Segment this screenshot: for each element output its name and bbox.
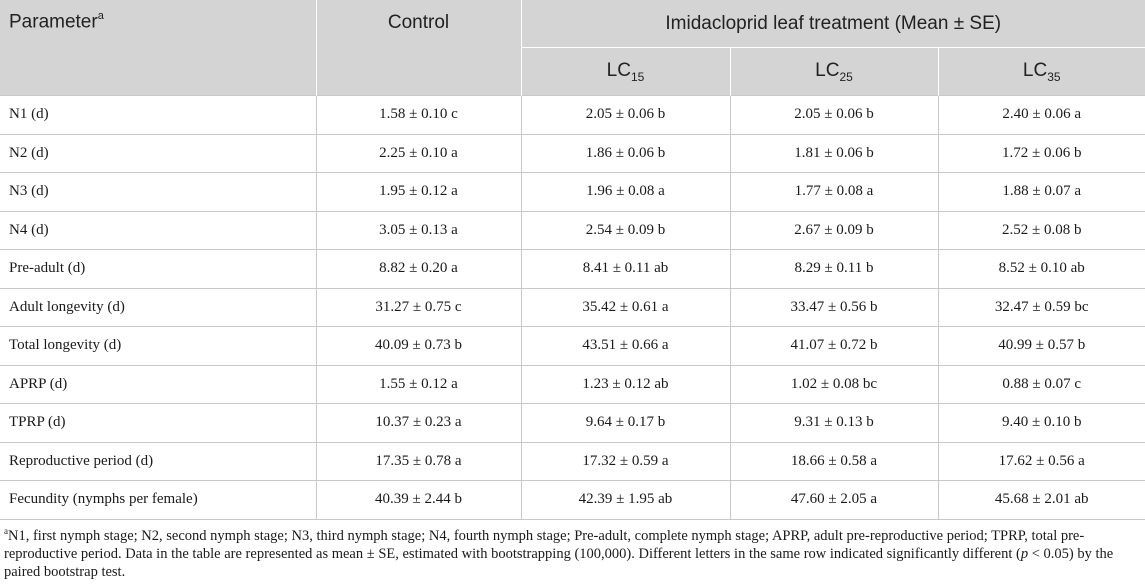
value-cell-lc25: 8.29 ± 0.11 b [730, 250, 938, 289]
value-cell-lc35: 40.99 ± 0.57 b [938, 327, 1145, 366]
header-treatment-group: Imidacloprid leaf treatment (Mean ± SE) [521, 0, 1145, 48]
header-lc15-sub: 15 [630, 69, 645, 84]
row-parameter-cell: Fecundity (nymphs per female) [0, 481, 316, 520]
table-row [0, 404, 1145, 443]
header-lc15-base: LC [606, 59, 631, 81]
value-cell-control: 1.55 ± 0.12 a [316, 365, 521, 404]
value-cell-lc35: 0.88 ± 0.07 c [938, 365, 1145, 404]
table-row [0, 211, 1145, 250]
header-control: Control [316, 0, 521, 96]
value-cell-lc15: 42.39 ± 1.95 ab [521, 481, 730, 520]
row-parameter-cell: Pre-adult (d) [0, 250, 316, 289]
row-parameter-cell: TPRP (d) [0, 404, 316, 443]
value-cell-control: 1.58 ± 0.10 c [316, 96, 521, 135]
table-row [0, 365, 1145, 404]
value-cell-lc25: 1.02 ± 0.08 bc [730, 365, 938, 404]
table-row [0, 481, 1145, 520]
row-parameter-cell: Reproductive period (d) [0, 442, 316, 481]
value-cell-lc25: 41.07 ± 0.72 b [730, 327, 938, 366]
header-parameter-label: Parameter [9, 11, 98, 33]
header-lc35 [938, 48, 1145, 96]
value-cell-control: 31.27 ± 0.75 c [316, 288, 521, 327]
value-cell-control: 1.95 ± 0.12 a [316, 173, 521, 212]
header-lc25 [730, 48, 938, 96]
table-row [0, 288, 1145, 327]
table-row [0, 134, 1145, 173]
value-cell-lc35: 8.52 ± 0.10 ab [938, 250, 1145, 289]
value-cell-control: 17.35 ± 0.78 a [316, 442, 521, 481]
row-parameter-cell: APRP (d) [0, 365, 316, 404]
value-cell-lc15: 2.54 ± 0.09 b [521, 211, 730, 250]
value-cell-lc35: 2.52 ± 0.08 b [938, 211, 1145, 250]
table-footnote [0, 520, 1145, 581]
row-parameter-cell: N4 (d) [0, 211, 316, 250]
value-cell-lc25: 1.81 ± 0.06 b [730, 134, 938, 173]
table-row [0, 442, 1145, 481]
row-parameter-cell: Adult longevity (d) [0, 288, 316, 327]
header-parameter-footnote-marker: a [97, 10, 104, 22]
value-cell-control: 40.09 ± 0.73 b [316, 327, 521, 366]
value-cell-lc35: 9.40 ± 0.10 b [938, 404, 1145, 443]
header-lc35-sub: 35 [1047, 69, 1061, 84]
value-cell-lc25: 1.77 ± 0.08 a [730, 173, 938, 212]
footnote-text-1: N1, first nymph stage; N2, second nymph stage; N3, third nymph stage; N4, fourth nymph stage; Pre-adult, complete nymph stage; APRP, adult pre-reproductive period; TPRP, total pre-reproductive period. Data in the table are represented as mean ± SE, estimated with bootstrapping (100,000). Different letters in the same row indicated significantly different ( [4, 527, 1085, 562]
footnote-text-2: < 0.05) by the paired bootstrap test. [4, 545, 1114, 580]
table-row [0, 250, 1145, 289]
value-cell-lc15: 8.41 ± 0.11 ab [521, 250, 730, 289]
table-row [0, 96, 1145, 135]
value-cell-lc15: 2.05 ± 0.06 b [521, 96, 730, 135]
value-cell-lc15: 9.64 ± 0.17 b [521, 404, 730, 443]
value-cell-lc35: 32.47 ± 0.59 bc [938, 288, 1145, 327]
footnote-p-symbol: p [1020, 545, 1029, 562]
value-cell-lc35: 1.72 ± 0.06 b [938, 134, 1145, 173]
table-row [0, 173, 1145, 212]
value-cell-lc35: 2.40 ± 0.06 a [938, 96, 1145, 135]
header-lc25-base: LC [815, 59, 840, 81]
value-cell-lc35: 17.62 ± 0.56 a [938, 442, 1145, 481]
value-cell-lc25: 2.05 ± 0.06 b [730, 96, 938, 135]
value-cell-lc15: 1.96 ± 0.08 a [521, 173, 730, 212]
value-cell-lc25: 9.31 ± 0.13 b [730, 404, 938, 443]
header-parameter [0, 0, 316, 96]
value-cell-control: 10.37 ± 0.23 a [316, 404, 521, 443]
value-cell-lc15: 1.86 ± 0.06 b [521, 134, 730, 173]
row-parameter-cell: Total longevity (d) [0, 327, 316, 366]
table-body [0, 96, 1145, 520]
value-cell-lc25: 47.60 ± 2.05 a [730, 481, 938, 520]
row-parameter-cell: N3 (d) [0, 173, 316, 212]
value-cell-lc25: 2.67 ± 0.09 b [730, 211, 938, 250]
value-cell-lc35: 45.68 ± 2.01 ab [938, 481, 1145, 520]
value-cell-lc15: 1.23 ± 0.12 ab [521, 365, 730, 404]
header-lc35-base: LC [1022, 59, 1048, 81]
header-lc15 [521, 48, 730, 96]
value-cell-control: 2.25 ± 0.10 a [316, 134, 521, 173]
row-parameter-cell: N2 (d) [0, 134, 316, 173]
header-lc25-sub: 25 [839, 69, 853, 84]
value-cell-lc35: 1.88 ± 0.07 a [938, 173, 1145, 212]
value-cell-lc15: 35.42 ± 0.61 a [521, 288, 730, 327]
table-row [0, 327, 1145, 366]
value-cell-lc15: 43.51 ± 0.66 a [521, 327, 730, 366]
footnote-marker: a [4, 525, 8, 536]
value-cell-lc25: 33.47 ± 0.56 b [730, 288, 938, 327]
value-cell-control: 40.39 ± 2.44 b [316, 481, 521, 520]
value-cell-lc15: 17.32 ± 0.59 a [521, 442, 730, 481]
table-header [0, 0, 1145, 96]
value-cell-control: 3.05 ± 0.13 a [316, 211, 521, 250]
value-cell-lc25: 18.66 ± 0.58 a [730, 442, 938, 481]
value-cell-control: 8.82 ± 0.20 a [316, 250, 521, 289]
row-parameter-cell: N1 (d) [0, 96, 316, 135]
